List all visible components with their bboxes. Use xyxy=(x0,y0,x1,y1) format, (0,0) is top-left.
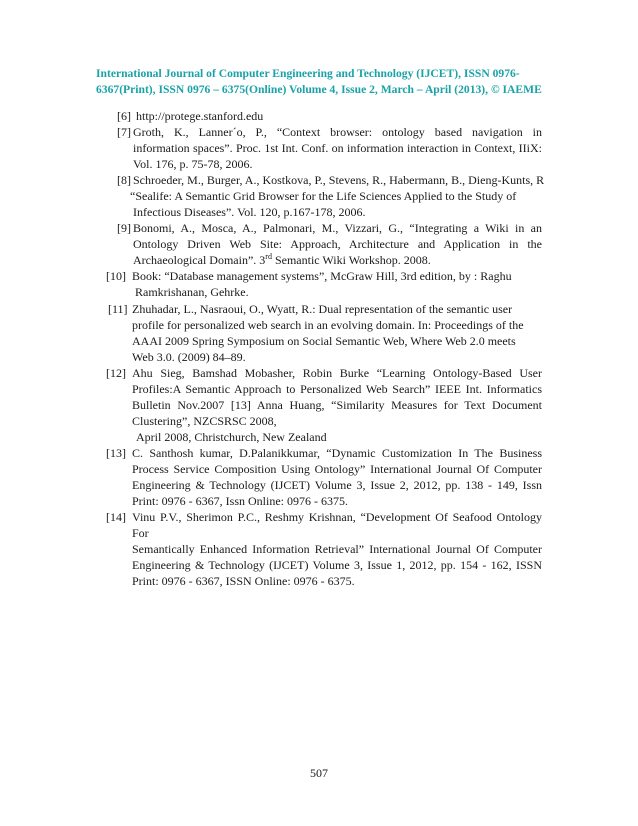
reference-number: [10] xyxy=(106,269,126,283)
reference-line: April 2008, Christchurch, New Zealand xyxy=(136,430,327,444)
reference-line: Zhuhadar, L., Nasraoui, O., Wyatt, R.: Dual representation of the semantic user xyxy=(132,302,513,316)
reference-line: Bonomi, A., Mosca, A., Palmonari, M., Vizzari, G., “Integrating a Wiki in an xyxy=(133,221,542,235)
reference-line: information spaces”. Proc. 1st Int. Conf. on information interaction in Context, IIiX: xyxy=(133,141,542,155)
reference-line: http://protege.stanford.edu xyxy=(136,109,264,123)
reference-line: Bulletin Nov.2007 [13] Anna Huang, “Similarity Measures for Text Document xyxy=(132,398,542,412)
reference-line: Vinu P.V., Sherimon P.C., Reshmy Krishnan, “Development Of Seafood Ontology For xyxy=(132,510,542,540)
reference-number: [11] xyxy=(108,302,128,316)
reference-line: Process Service Composition Using Ontology” International Journal Of Computer xyxy=(132,462,542,476)
reference-number: [6] xyxy=(117,109,131,123)
journal-header-line2: 6367(Print), ISSN 0976 – 6375(Online) Volume 4, Issue 2, March – April (2013), © IAEME xyxy=(96,83,542,96)
reference-line: Archaeological Domain”. 3rd Semantic Wiki Workshop. 2008. xyxy=(133,252,431,267)
reference-14 xyxy=(106,509,542,589)
reference-line: Groth, K., Lanner´o, P., “Context browser: ontology based navigation in xyxy=(133,125,542,139)
reference-line: Profiles:A Semantic Approach to Personalized Web Search” IEEE Int. Informatics xyxy=(132,382,542,396)
reference-8 xyxy=(117,172,545,220)
reference-10 xyxy=(106,268,542,300)
reference-number: [12] xyxy=(106,366,126,380)
reference-line: Print: 0976 - 6367, Issn Online: 0976 - 6375. xyxy=(132,494,348,508)
reference-line: Web 3.0. (2009) 84–89. xyxy=(132,350,246,364)
reference-13 xyxy=(106,445,542,509)
reference-line: Book: “Database management systems”, McGraw Hill, 3rd edition, by : Raghu xyxy=(132,269,512,283)
reference-number: [9] xyxy=(117,221,131,235)
reference-line: Engineering & Technology (IJCET) Volume 3, Issue 2, 2012, pp. 138 - 149, Issn xyxy=(132,478,542,492)
reference-line: C. Santhosh kumar, D.Palanikkumar, “Dynamic Customization In The Business xyxy=(132,446,542,460)
reference-number: [8] xyxy=(117,173,131,187)
reference-line: Schroeder, M., Burger, A., Kostkova, P., Stevens, R., Habermann, B., Dieng-Kunts, R xyxy=(133,173,545,187)
reference-line: “Sealife: A Semantic Grid Browser for the Life Sciences Applied to the Study of xyxy=(130,189,517,203)
reference-line: Ahu Sieg, Bamshad Mobasher, Robin Burke “Learning Ontology-Based User xyxy=(132,366,542,380)
reference-line: Vol. 176, p. 75-78, 2006. xyxy=(133,157,253,171)
reference-line: Clustering”, NZCSRSC 2008, xyxy=(132,414,277,428)
reference-6 xyxy=(117,108,542,124)
page-number: 507 xyxy=(310,766,328,780)
journal-header-line1: International Journal of Computer Engineering and Technology (IJCET), ISSN 0976- xyxy=(96,67,520,80)
reference-line: profile for personalized web search in an evolving domain. In: Proceedings of the xyxy=(132,318,524,332)
reference-7 xyxy=(117,124,542,172)
reference-line: Engineering & Technology (IJCET) Volume 3, Issue 1, 2012, pp. 154 - 162, ISSN xyxy=(132,558,542,572)
reference-line: Infectious Diseases”. Vol. 120, p.167-178, 2006. xyxy=(133,205,366,219)
reference-number: [14] xyxy=(106,510,126,524)
reference-line: Ramkrishanan, Gehrke. xyxy=(135,285,249,299)
reference-line: Ontology Driven Web Site: Approach, Architecture and Application in the xyxy=(133,237,542,251)
reference-number: [13] xyxy=(106,446,126,460)
reference-number: [7] xyxy=(117,125,131,139)
reference-12 xyxy=(106,365,542,445)
reference-line: Print: 0976 - 6367, ISSN Online: 0976 - 6375. xyxy=(132,574,355,588)
reference-line: AAAI 2009 Spring Symposium on Social Semantic Web, Where Web 2.0 meets xyxy=(132,334,516,348)
reference-9 xyxy=(117,220,542,268)
reference-11 xyxy=(108,301,542,365)
reference-line: Semantically Enhanced Information Retrieval” International Journal Of Computer xyxy=(132,542,542,556)
